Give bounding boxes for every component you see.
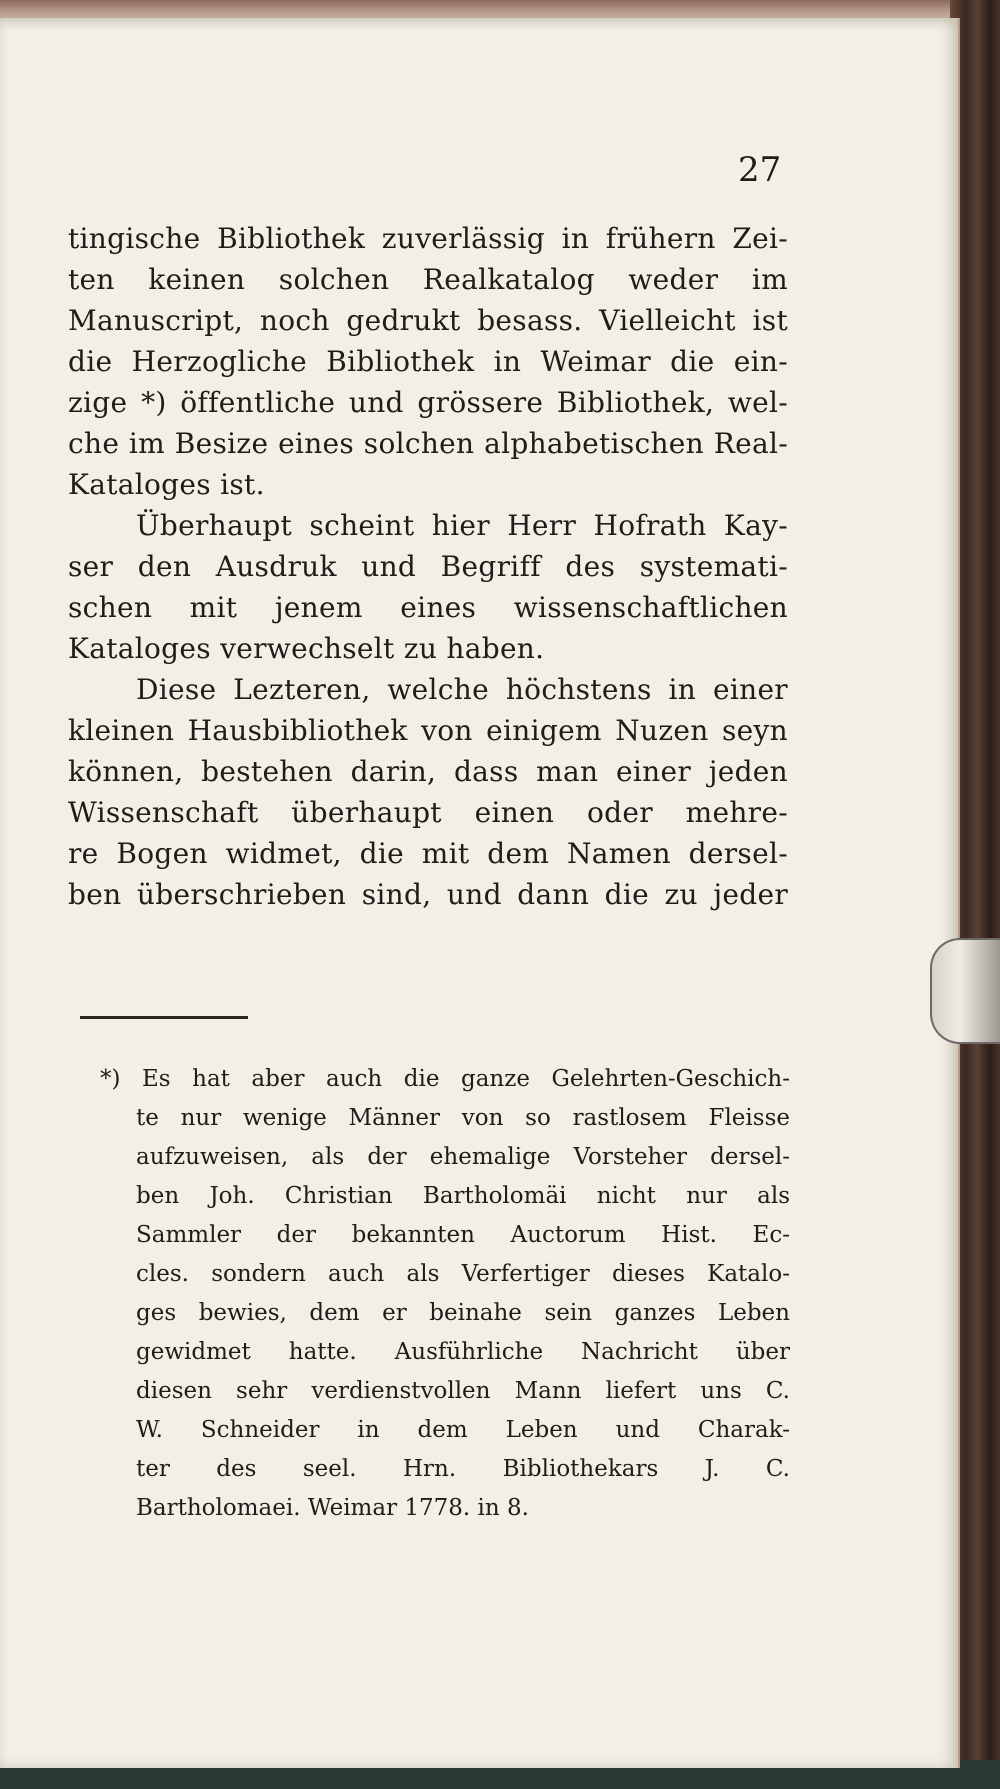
body-line: Manuscript, noch gedrukt besass. Vielleicht ist <box>68 304 788 337</box>
footnote-line: aufzuweisen, als der ehemalige Vorsteher dersel- <box>136 1144 790 1170</box>
body-line: Überhaupt scheint hier Herr Hofrath Kay- <box>136 509 788 542</box>
body-line: re Bogen widmet, die mit dem Namen dersel- <box>68 837 788 870</box>
footnote-line: Sammler der bekannten Auctorum Hist. Ec- <box>136 1222 790 1248</box>
body-line: ten keinen solchen Realkatalog weder im <box>68 263 788 296</box>
page-number: 27 <box>738 150 782 190</box>
body-line: schen mit jenem eines wissenschaftlichen <box>68 591 788 624</box>
footnote-line: ben Joh. Christian Bartholomäi nicht nur als <box>136 1183 790 1209</box>
footnote-line: diesen sehr verdienstvollen Mann liefert uns C. <box>136 1378 790 1404</box>
body-line: Diese Lezteren, welche höchstens in einer <box>136 673 788 706</box>
body-line: che im Besize eines solchen alphabetischen Real- <box>68 427 788 460</box>
body-line: tingische Bibliothek zuverlässig in frühern Zei- <box>68 222 788 255</box>
body-line: die Herzogliche Bibliothek in Weimar die ein- <box>68 345 788 378</box>
footnote-line: ges bewies, dem er beinahe sein ganzes Leben <box>136 1300 790 1326</box>
footnote-line: Bartholomaei. Weimar 1778. in 8. <box>136 1495 529 1521</box>
footnote <box>100 1060 790 1528</box>
body-text <box>68 218 788 915</box>
page-clip <box>930 938 1000 1044</box>
body-line: ser den Ausdruk und Begriff des systemati- <box>68 550 788 583</box>
footnote-line: cles. sondern auch als Verfertiger dieses Katalo- <box>136 1261 790 1287</box>
body-line: Kataloges verwechselt zu haben. <box>68 632 545 665</box>
body-line: Kataloges ist. <box>68 468 265 501</box>
body-line: können, bestehen darin, dass man einer jeden <box>68 755 788 788</box>
body-line: ben überschrieben sind, und dann die zu jeder <box>68 878 788 911</box>
footnote-line: gewidmet hatte. Ausführliche Nachricht über <box>136 1339 790 1365</box>
body-line: zige *) öffentliche und grössere Bibliothek, wel- <box>68 386 788 419</box>
footnote-line: te nur wenige Männer von so rastlosem Fleisse <box>136 1105 790 1131</box>
body-line: Wissenschaft überhaupt einen oder mehre- <box>68 796 788 829</box>
body-line: kleinen Hausbibliothek von einigem Nuzen seyn <box>68 714 788 747</box>
footnote-line: W. Schneider in dem Leben und Charak- <box>136 1417 790 1443</box>
footnote-line: ter des seel. Hrn. Bibliothekars J. C. <box>136 1456 790 1482</box>
footnote-rule <box>80 1016 248 1019</box>
footnote-line: *) Es hat aber auch die ganze Gelehrten-Geschich- <box>100 1066 790 1092</box>
